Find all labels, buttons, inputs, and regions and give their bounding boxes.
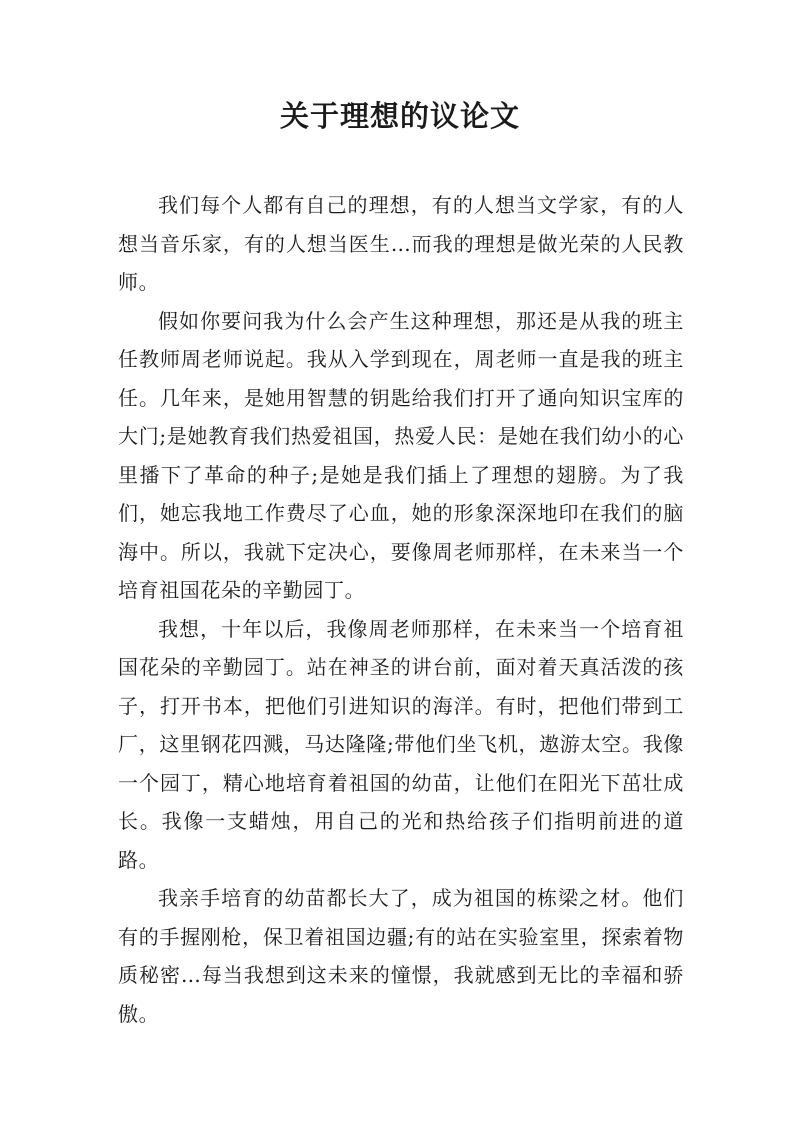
paragraph: 我想，十年以后，我像周老师那样，在未来当一个培育祖国花朵的辛勤园丁。站在神圣的讲台前，面对着天真活泼的孩子，打开书本，把他们引进知识的海洋。有时，把他们带到工厂，这里钢花四溅，马达隆隆;带他们坐飞机，遨游太空。我像一个园丁，精心地培育着祖国的幼苗，让他们在阳光下茁壮成长。我像一支蜡烛，用自己的光和热给孩子们指明前进的道路。	[118, 616, 684, 872]
paragraph: 假如你要问我为什么会产生这种理想，那还是从我的班主任教师周老师说起。我从入学到现在，周老师一直是我的班主任。几年来，是她用智慧的钥匙给我们打开了通向知识宝库的大门;是她教育我们热爱祖国，热爱人民：是她在我们幼小的心里播下了革命的种子;是她是我们插上了理想的翅膀。为了我们，她忘我地工作费尽了心血，她的形象深深地印在我们的脑海中。所以，我就下定决心，要像周老师那样，在未来当一个培育祖国花朵的辛勤园丁。	[118, 308, 684, 602]
paragraph: 我们每个人都有自己的理想，有的人想当文学家，有的人想当音乐家，有的人想当医生…而我的理想是做光荣的人民教师。	[118, 193, 684, 294]
document-title: 关于理想的议论文	[279, 99, 520, 133]
document-body	[118, 186, 684, 1033]
paragraph: 我亲手培育的幼苗都长大了，成为祖国的栋梁之材。他们有的手握刚枪，保卫着祖国边疆;有的站在实验室里，探索着物质秘密…每当我想到这未来的憧憬，我就感到无比的幸福和骄傲。	[118, 886, 684, 1026]
